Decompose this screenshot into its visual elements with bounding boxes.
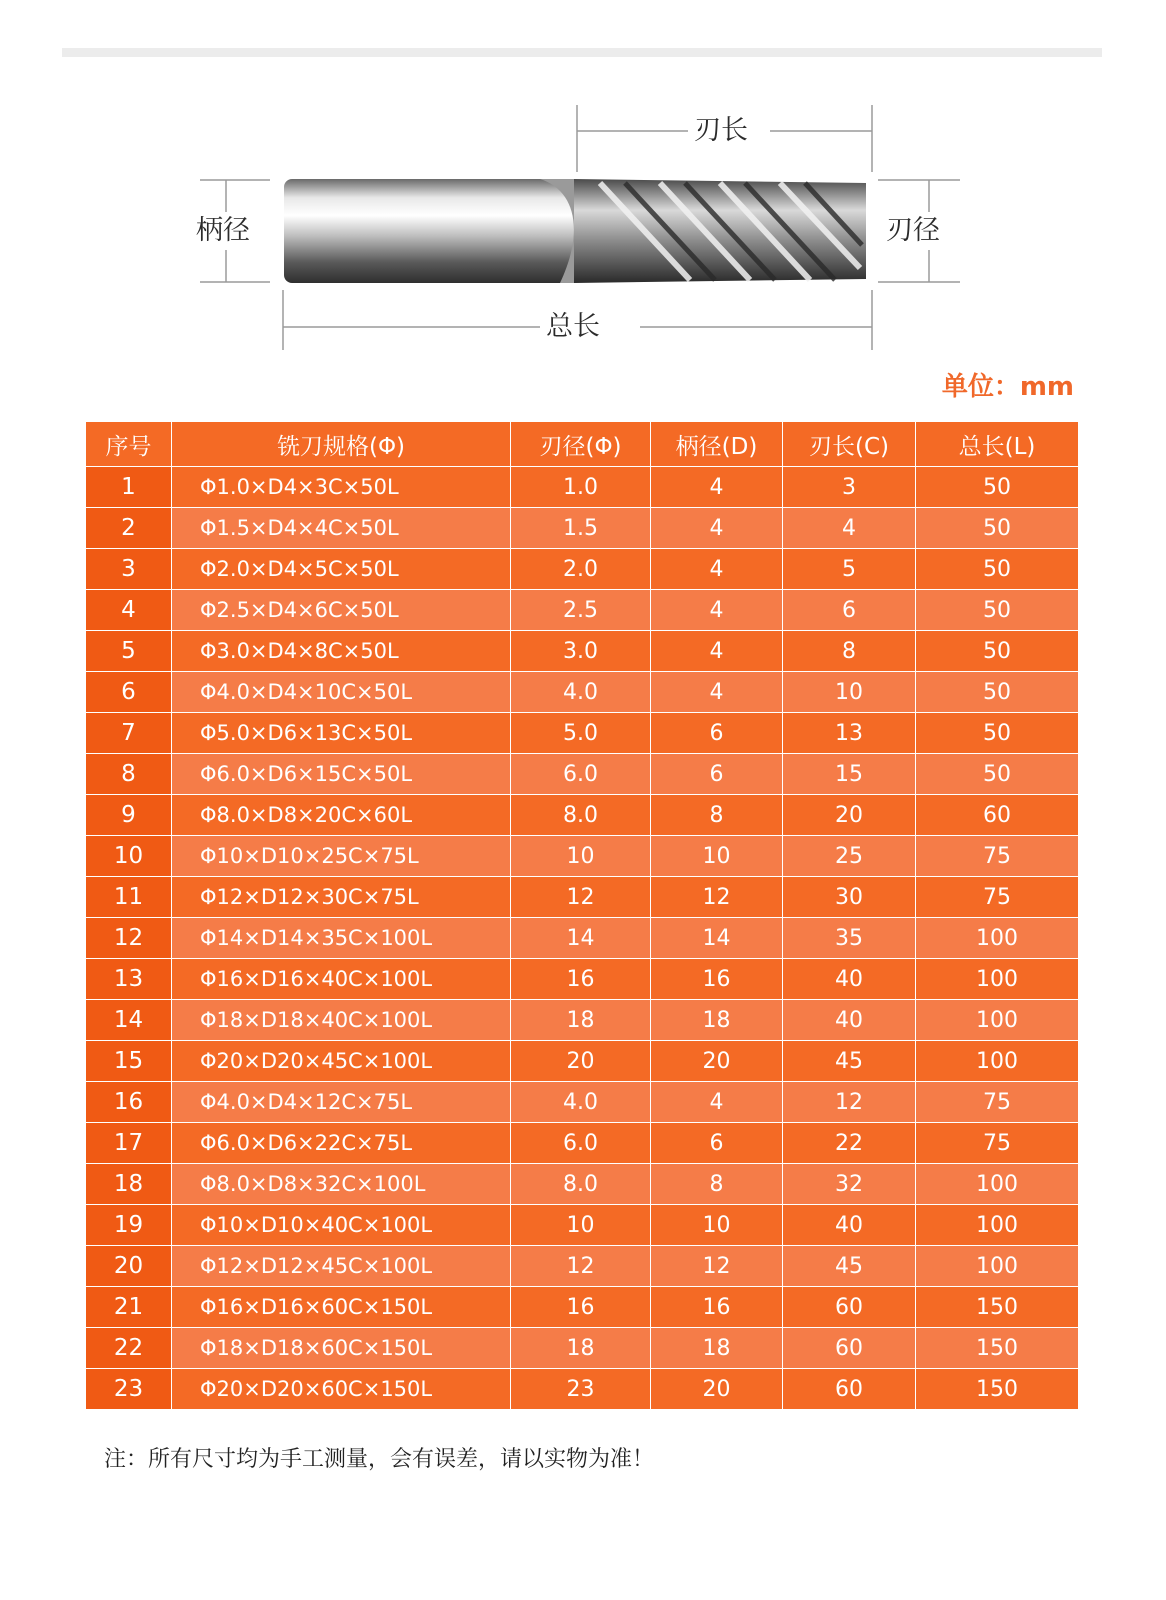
header-spec: 铣刀规格(Φ)	[172, 422, 511, 467]
table-row	[86, 1164, 1079, 1205]
cell-blade-length: 25	[783, 836, 916, 877]
header-blade-length: 刃长(C)	[783, 422, 916, 467]
cell-blade-length: 60	[783, 1287, 916, 1328]
cell-spec: Φ18×D18×40C×100L	[172, 1000, 511, 1041]
cell-blade-length: 13	[783, 713, 916, 754]
cell-blade-diameter: 23	[511, 1369, 651, 1410]
cell-spec: Φ18×D18×60C×150L	[172, 1328, 511, 1369]
cell-overall-length: 75	[916, 1082, 1079, 1123]
table-row	[86, 1328, 1079, 1369]
cell-blade-length: 15	[783, 754, 916, 795]
cell-overall-length: 75	[916, 877, 1079, 918]
cell-overall-length: 50	[916, 549, 1079, 590]
end-mill-illustration	[0, 0, 1166, 360]
cell-blade-length: 12	[783, 1082, 916, 1123]
cell-shank-diameter: 4	[651, 508, 783, 549]
header-shank-diameter: 柄径(D)	[651, 422, 783, 467]
cell-shank-diameter: 18	[651, 1328, 783, 1369]
table-row	[86, 959, 1079, 1000]
cell-shank-diameter: 4	[651, 549, 783, 590]
cell-blade-diameter: 5.0	[511, 713, 651, 754]
cell-blade-diameter: 1.5	[511, 508, 651, 549]
cell-shank-diameter: 4	[651, 1082, 783, 1123]
cell-overall-length: 50	[916, 590, 1079, 631]
cell-index: 16	[86, 1082, 172, 1123]
cell-overall-length: 100	[916, 1205, 1079, 1246]
cell-shank-diameter: 6	[651, 1123, 783, 1164]
cell-blade-length: 3	[783, 467, 916, 508]
table-row	[86, 672, 1079, 713]
cell-overall-length: 75	[916, 836, 1079, 877]
cell-blade-length: 22	[783, 1123, 916, 1164]
cell-index: 4	[86, 590, 172, 631]
cell-shank-diameter: 8	[651, 795, 783, 836]
cell-index: 13	[86, 959, 172, 1000]
cell-spec: Φ1.0×D4×3C×50L	[172, 467, 511, 508]
cell-index: 19	[86, 1205, 172, 1246]
cell-blade-length: 40	[783, 1000, 916, 1041]
cell-shank-diameter: 18	[651, 1000, 783, 1041]
cell-blade-diameter: 20	[511, 1041, 651, 1082]
cell-index: 18	[86, 1164, 172, 1205]
header-overall-length: 总长(L)	[916, 422, 1079, 467]
cell-blade-diameter: 4.0	[511, 1082, 651, 1123]
cell-blade-diameter: 10	[511, 1205, 651, 1246]
cell-blade-length: 45	[783, 1041, 916, 1082]
cell-blade-diameter: 16	[511, 1287, 651, 1328]
table-row	[86, 754, 1079, 795]
cell-index: 9	[86, 795, 172, 836]
cell-blade-length: 20	[783, 795, 916, 836]
cell-spec: Φ12×D12×30C×75L	[172, 877, 511, 918]
cell-blade-length: 40	[783, 959, 916, 1000]
cell-blade-diameter: 1.0	[511, 467, 651, 508]
cell-spec: Φ16×D16×60C×150L	[172, 1287, 511, 1328]
cell-blade-length: 30	[783, 877, 916, 918]
cell-overall-length: 50	[916, 754, 1079, 795]
cell-shank-diameter: 8	[651, 1164, 783, 1205]
cell-shank-diameter: 10	[651, 836, 783, 877]
cell-blade-diameter: 12	[511, 1246, 651, 1287]
cell-index: 21	[86, 1287, 172, 1328]
cell-blade-length: 60	[783, 1328, 916, 1369]
measurement-note: 注：所有尺寸均为手工测量，会有误差，请以实物为准！	[104, 1447, 655, 1472]
cell-shank-diameter: 6	[651, 754, 783, 795]
cell-shank-diameter: 4	[651, 672, 783, 713]
cell-overall-length: 50	[916, 631, 1079, 672]
cell-index: 1	[86, 467, 172, 508]
cell-blade-length: 60	[783, 1369, 916, 1410]
cell-overall-length: 50	[916, 508, 1079, 549]
cell-overall-length: 100	[916, 959, 1079, 1000]
cell-blade-diameter: 8.0	[511, 795, 651, 836]
cell-shank-diameter: 12	[651, 877, 783, 918]
cell-index: 5	[86, 631, 172, 672]
cell-overall-length: 60	[916, 795, 1079, 836]
table-row	[86, 836, 1079, 877]
cell-index: 20	[86, 1246, 172, 1287]
cell-spec: Φ10×D10×25C×75L	[172, 836, 511, 877]
cell-shank-diameter: 12	[651, 1246, 783, 1287]
table-row	[86, 1041, 1079, 1082]
table-row	[86, 918, 1079, 959]
cell-blade-length: 6	[783, 590, 916, 631]
cell-index: 6	[86, 672, 172, 713]
cell-spec: Φ1.5×D4×4C×50L	[172, 508, 511, 549]
cell-overall-length: 150	[916, 1328, 1079, 1369]
table-row	[86, 795, 1079, 836]
cell-spec: Φ4.0×D4×10C×50L	[172, 672, 511, 713]
cell-index: 15	[86, 1041, 172, 1082]
cell-blade-length: 10	[783, 672, 916, 713]
cell-blade-diameter: 18	[511, 1000, 651, 1041]
header-index: 序号	[86, 422, 172, 467]
cell-spec: Φ12×D12×45C×100L	[172, 1246, 511, 1287]
cell-index: 8	[86, 754, 172, 795]
cell-blade-diameter: 6.0	[511, 1123, 651, 1164]
cell-blade-length: 5	[783, 549, 916, 590]
cell-blade-length: 40	[783, 1205, 916, 1246]
cell-spec: Φ20×D20×45C×100L	[172, 1041, 511, 1082]
cell-overall-length: 100	[916, 918, 1079, 959]
cell-spec: Φ2.5×D4×6C×50L	[172, 590, 511, 631]
cell-overall-length: 150	[916, 1287, 1079, 1328]
cell-blade-diameter: 18	[511, 1328, 651, 1369]
table-row	[86, 1082, 1079, 1123]
cell-overall-length: 100	[916, 1164, 1079, 1205]
cell-shank-diameter: 6	[651, 713, 783, 754]
cell-spec: Φ8.0×D8×20C×60L	[172, 795, 511, 836]
table-row	[86, 590, 1079, 631]
cell-shank-diameter: 10	[651, 1205, 783, 1246]
end-mill-dimension-diagram	[0, 0, 1166, 360]
cell-spec: Φ5.0×D6×13C×50L	[172, 713, 511, 754]
cell-shank-diameter: 4	[651, 467, 783, 508]
cell-index: 14	[86, 1000, 172, 1041]
cell-overall-length: 50	[916, 672, 1079, 713]
cell-shank-diameter: 4	[651, 631, 783, 672]
cell-blade-diameter: 4.0	[511, 672, 651, 713]
shank-diameter-label: 柄径	[190, 214, 256, 248]
table-row	[86, 1123, 1079, 1164]
table-row	[86, 1369, 1079, 1410]
cell-blade-length: 4	[783, 508, 916, 549]
table-row	[86, 631, 1079, 672]
cell-spec: Φ4.0×D4×12C×75L	[172, 1082, 511, 1123]
cell-index: 2	[86, 508, 172, 549]
blade-diameter-label: 刃径	[880, 214, 946, 248]
overall-length-label: 总长	[540, 310, 606, 344]
cell-spec: Φ6.0×D6×22C×75L	[172, 1123, 511, 1164]
table-row	[86, 1205, 1079, 1246]
cell-blade-diameter: 14	[511, 918, 651, 959]
table-row	[86, 508, 1079, 549]
cell-blade-length: 8	[783, 631, 916, 672]
cell-index: 3	[86, 549, 172, 590]
cell-shank-diameter: 20	[651, 1041, 783, 1082]
cell-index: 23	[86, 1369, 172, 1410]
cell-shank-diameter: 4	[651, 590, 783, 631]
table-row	[86, 713, 1079, 754]
table-row	[86, 549, 1079, 590]
table-row	[86, 1000, 1079, 1041]
cell-spec: Φ14×D14×35C×100L	[172, 918, 511, 959]
cell-blade-length: 35	[783, 918, 916, 959]
table-row	[86, 877, 1079, 918]
cell-blade-diameter: 6.0	[511, 754, 651, 795]
cell-spec: Φ10×D10×40C×100L	[172, 1205, 511, 1246]
cell-index: 12	[86, 918, 172, 959]
cell-overall-length: 100	[916, 1246, 1079, 1287]
blade-length-label: 刃长	[688, 114, 754, 148]
cell-index: 7	[86, 713, 172, 754]
cell-spec: Φ20×D20×60C×150L	[172, 1369, 511, 1410]
cell-overall-length: 150	[916, 1369, 1079, 1410]
table-header-row	[86, 422, 1079, 467]
spec-table	[85, 421, 1079, 1410]
cell-blade-diameter: 2.0	[511, 549, 651, 590]
table-row	[86, 1287, 1079, 1328]
unit-label: 单位：mm	[941, 372, 1074, 402]
cell-spec: Φ2.0×D4×5C×50L	[172, 549, 511, 590]
cell-spec: Φ16×D16×40C×100L	[172, 959, 511, 1000]
table-row	[86, 1246, 1079, 1287]
cell-shank-diameter: 16	[651, 959, 783, 1000]
cell-overall-length: 100	[916, 1041, 1079, 1082]
cell-index: 10	[86, 836, 172, 877]
cell-blade-length: 32	[783, 1164, 916, 1205]
cell-spec: Φ6.0×D6×15C×50L	[172, 754, 511, 795]
cell-overall-length: 50	[916, 467, 1079, 508]
cell-blade-length: 45	[783, 1246, 916, 1287]
header-blade-diameter: 刃径(Φ)	[511, 422, 651, 467]
cell-overall-length: 50	[916, 713, 1079, 754]
cell-shank-diameter: 16	[651, 1287, 783, 1328]
cell-shank-diameter: 14	[651, 918, 783, 959]
cell-blade-diameter: 16	[511, 959, 651, 1000]
table-row	[86, 467, 1079, 508]
cell-blade-diameter: 3.0	[511, 631, 651, 672]
cell-spec: Φ3.0×D4×8C×50L	[172, 631, 511, 672]
cell-blade-diameter: 2.5	[511, 590, 651, 631]
cell-overall-length: 100	[916, 1000, 1079, 1041]
cell-index: 22	[86, 1328, 172, 1369]
cell-blade-diameter: 12	[511, 877, 651, 918]
cell-spec: Φ8.0×D8×32C×100L	[172, 1164, 511, 1205]
cell-index: 11	[86, 877, 172, 918]
cell-shank-diameter: 20	[651, 1369, 783, 1410]
cell-blade-diameter: 8.0	[511, 1164, 651, 1205]
cell-index: 17	[86, 1123, 172, 1164]
cell-blade-diameter: 10	[511, 836, 651, 877]
cell-overall-length: 75	[916, 1123, 1079, 1164]
